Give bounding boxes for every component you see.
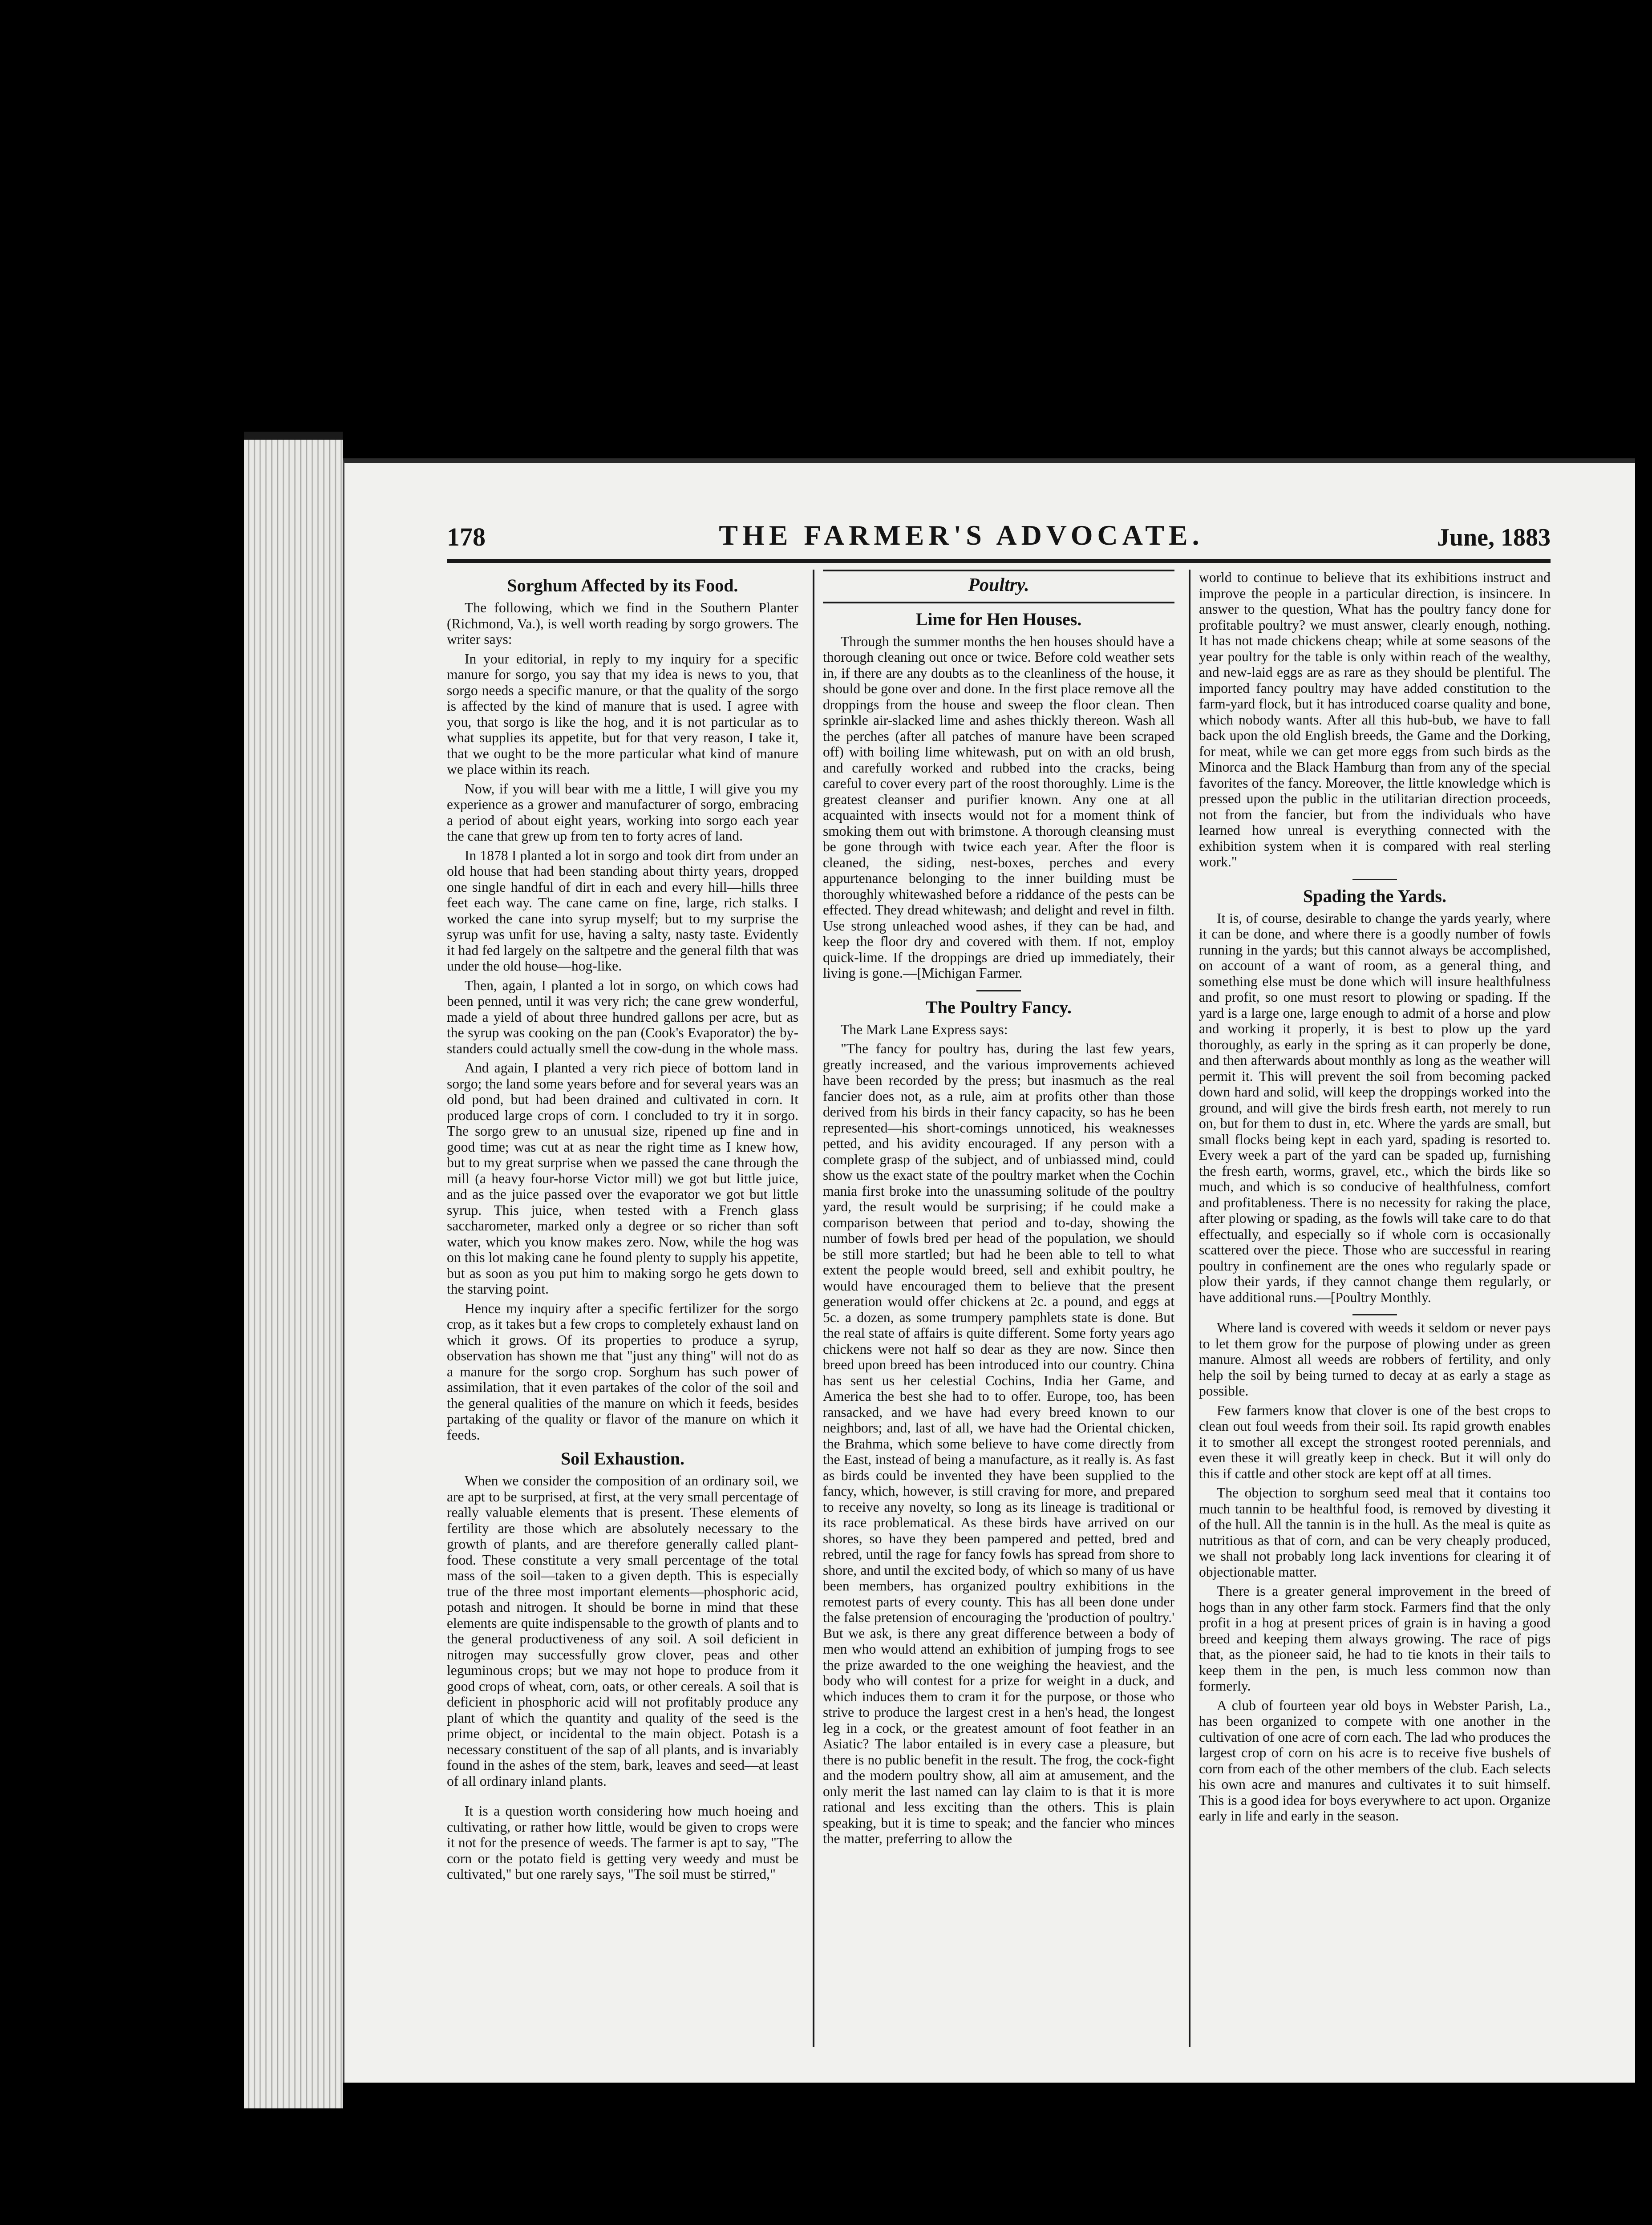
- masthead-rule: [447, 559, 1551, 563]
- article-paragraph: Through the summer months the hen houses should have a thorough cleaning out once or twice. Before cold weather sets in, if there are any doubts as to the cleanliness of the house, it should be gone over and done. In the first place remove all the droppings from the house and sweep the floor clean. Then sprinkle air-slacked lime and ashes thickly thereon. Wash all the perches (after all patches of manure have been scraped off) with boiling lime whitewash, put on with an old brush, and carefully worked and rubbed into the cracks, being careful to cover every part of the roost thoroughly. Lime is the greatest cleanser and purifier known. Any one at all acquainted with insects would not for a moment think of smoking them out with brimstone. A thorough cleansing must be gone through with twice each year. After the floor is cleaned, the siding, nest-boxes, perches and every appurtenance belonging to the inner building must be thoroughly whitewashed before a riddance of the pests can be effected. They dread whitewash; and delight and revel in filth. Use strong unleached wood ashes, if they can be had, and keep the floor dry and covered with them. If not, employ quick-lime. If the droppings are dried up immediately, their living is gone.—[Michigan Farmer.: [823, 633, 1174, 981]
- issue-date: June, 1883: [1437, 524, 1551, 551]
- article-paragraph: world to continue to believe that its exhibitions instruct and improve the people in a particular direction, is insincere. In answer to the question, What has the poultry fancy done for profitable poultry? we must answer, clearly enough, nothing. It has not made chickens cheap; while at some seasons of the year poultry for the table is only within reach of the wealthy, and new-laid eggs are as rare as they should be plentiful. The imported fancy poultry may have added constitution to the farm-yard flock, but it has introduced coarse quality and bone, which nobody wants. After all this hub-bub, we have to fall back upon the old English breeds, the Game and the Dorking, for meat, while we can get more eggs from such birds as the Minorca and the Black Hamburg than from any of the special favorites of the fancy. Moreover, the little knowledge which is pressed upon the public in the utilitarian direction proceeds, not from the fancier, but from the individuals who have learned how unreal is everything connected with the exhibition system when it is compared with real sterling work.": [1199, 570, 1551, 870]
- section-divider: [976, 990, 1021, 991]
- article-paragraph: When we consider the composition of an ordinary soil, we are apt to be surprised, at first, at the very small percentage of really valuable elements that is present. These elements of fertility are those which are absolutely necessary to the growth of plants, and are therefore generally called plant-food. These constitute a very small percentage of the total mass of the soil—taken to a given depth. This is especially true of the three most important elements—phosphoric acid, potash and nitrogen. It should be borne in mind that these elements are quite indispensable to the growth of plants and to the general productiveness of any soil. A soil deficient in nitrogen may successfully grow clover, peas and other leguminous crops; but we may not hope to produce from it good crops of wheat, corn, oats, or other cereals. A soil that is deficient in phosphoric acid will not profitably produce any plant of which the quantity and quality of the seed is the prime object, or incidental to the main object. Potash is a necessary constituent of the sap of all plants, and is invariably found in the ashes of the stem, bark, leaves and seed—at least of all ordinary inland plants.: [447, 1473, 798, 1789]
- page-number: 178: [447, 522, 486, 551]
- article-paragraph: Now, if you will bear with me a little, I will give you my experience as a grower and manufacturer of sorgo, embracing a period of about eight years, working into sorgo each year the cane that grew up from ten to forty acres of land.: [447, 781, 798, 844]
- page-content: [447, 516, 1551, 2051]
- article-heading-sorghum: Sorghum Affected by its Food.: [507, 575, 738, 595]
- article-paragraph: The Mark Lane Express says:: [841, 1021, 1008, 1037]
- article-paragraph: Then, again, I planted a lot in sorgo, on which cows had been penned, until it was very rich; the cane grew wonderful, made a yield of about three hundred gallons per acre, but as the syrup was cooking on the pan (Cook's Evaporator) the by-standers could actually smell the cow-dung in the whole mass.: [447, 977, 798, 1056]
- section-divider: [1352, 879, 1397, 880]
- article-paragraph: In 1878 I planted a lot in sorgo and took dirt from under an old house that had been standing about thirty years, dropped one single handful of dirt in each and every hill—hills three feet each way. The cane came on fine, large, rich stalks. I worked the cane into syrup myself; but to my surprise the syrup was unfit for use, having a salty, nasty taste. Evidently it had fed largely on the saltpetre and the general filth that was under the old house—hog-like.: [447, 847, 798, 974]
- department-title-poultry: Poultry.: [968, 575, 1029, 595]
- article-heading-lime: Lime for Hen Houses.: [915, 609, 1082, 629]
- department-banner: [823, 570, 1174, 603]
- article-paragraph: Few farmers know that clover is one of the best crops to clean out foul weeds from their soil. Its rapid growth enables it to smother all except the strongest rooted perennials, and even these it will greatly keep in check. But it will only do this if cattle and other stock are kept off at all times.: [1199, 1402, 1551, 1481]
- column-divider: [1189, 570, 1190, 2047]
- book-page-edges: [244, 432, 343, 2108]
- article-heading-soil-exhaustion: Soil Exhaustion.: [561, 1448, 684, 1468]
- spacer: [447, 1792, 798, 1803]
- section-divider: [1352, 1314, 1397, 1315]
- article-paragraph: Hence my inquiry after a specific fertilizer for the sorgo crop, as it takes but a few crops to completely exhaust land on which it grows. Of its properties to produce a syrup, observation has shown me that "just any thing" will not do as a manure for the sorgo crop. Sorghum has such power of assimilation, that it even partakes of the color of the soil and the general qualities of the manure on which it feeds, besides partaking of the quality or flavor of the manure on which it feeds.: [447, 1300, 798, 1443]
- column-left: [447, 570, 798, 2047]
- paper-title: THE FARMER'S ADVOCATE.: [719, 519, 1204, 551]
- column-divider: [813, 570, 814, 2047]
- article-paragraph: And again, I planted a very rich piece of bottom land in sorgo; the land some years before and for several years was an old pond, but had been drained and cultivated in corn. It produced large crops of corn. I concluded to try it in sorgo. The sorgo grew to an unusual size, ripened up fine and in good time; was cut at as near the right time as I knew how, but to my great surprise when we passed the cane through the mill (a heavy four-horse Victor mill) we got but little juice, and as the juice passed over the evaporator we got but little syrup. This juice, when tested with a French glass saccharometer, marked only a degree or so richer than soft water, which you know makes zero. Now, while the hog was on this lot making cane he found plenty to supply his appetite, but as soon as you put him to making sorgo he gets down to the starving point.: [447, 1060, 798, 1297]
- column-right: [1199, 570, 1551, 2047]
- article-paragraph: "The fancy for poultry has, during the last few years, greatly increased, and the various improvements achieved have been recorded by the press; but inasmuch as the real fancier does not, as a rule, aim at profits other than those derived from his birds in their fancy capacity, so has he been represented—his short-comings unnoticed, his weaknesses petted, and his avidity encouraged. If any person with a complete grasp of the subject, and of unbiassed mind, could show us the exact state of the poultry market when the Cochin mania first broke into the unassuming solitude of the poultry yard, the result would be surprising; if he could make a comparison between that period and to-day, showing the number of fowls bred per head of the population, we should be still more startled; but had he been able to tell to what extent the people would breed, sell and exhibit poultry, he would have encouraged them to believe that the present generation would offer chickens at 2c. a pound, and eggs at 5c. a dozen, as some trumpery pamphlets state is done. But the real state of affairs is quite different. Some forty years ago chickens were not half so dear as they are now. Since then breed upon breed has been introduced into our country. China has sent us her celestial Cochins, India her Game, and America the best she had to to offer. Europe, too, has been ransacked, and we have had every breed known to our neighbors; and, last of all, we have had the Oriental chicken, the Brahma, which some believe to have come directly from the East, instead of being a manufacture, as it really is. As fast as birds could be invented they have been supplied to the fancy, which, however, is still craving for more, and prepared to receive any novelty, so long as its lineage is traditional or its race problematical. As these birds have arrived on our shores, so have they been pampered and petted, bred and rebred, until the rage for fancy fowls has spread from shore to shore, and until the excited body, of which so many of us have been members, has organized poultry exhibitions in the remotest parts of every county. This has all been done under the false pretension of encouraging the 'production of poultry.' But we ask, is there any great difference between a body of men who would attend an exhibition of jumping frogs to see the prize awarded to the one weighing the heaviest, and the body who will contest for a prize for weight in a duck, and which induces them to cram it for the purpose, or those who strive to produce the largest crest in a hen's head, the longest leg in a cock, or the greatest amount of foot feather in an Asiatic? The labor entailed is in every case a pleasure, but there is no public benefit in the result. The frog, the cock-fight and the modern poultry show, all aim at amusement, and the only merit the last named can lay claim to is that it is more rational and less exciting than the others. This is plain speaking, but it is time to speak; and the fancier who minces the matter, preferring to allow the: [823, 1041, 1174, 1846]
- article-paragraph: It is, of course, desirable to change the yards yearly, where it can be done, and where there is a goodly number of fowls running in the yards; but this cannot always be accomplished, on account of a want of room, as a general thing, and something else must be done which will insure healthfulness and profit, so one must resort to plowing or spading. If the yard is a large one, large enough to admit of a horse and plow and working it properly, it is best to plow up the yard thoroughly, as early in the spring as it can properly be done, and then afterwards about monthly as long as the weather will permit it. This will prevent the soil from becoming packed down hard and solid, will keep the droppings worked into the ground, and will give the birds fresh earth, not merely to run on, but for them to dust in, etc. Where the yards are small, but small flocks being kept in each yard, spading is resorted to. Every week a part of the yard can be spaded up, furnishing the fresh earth, worms, gravel, etc., which the birds like so much, and which is so conducive of healthfulness, comfort and profitableness. There is no necessity for raking the place, after plowing or spading, as the fowls will take care to do that effectually, and especially so if whole corn is occasionally scattered over the piece. Those who are successful in rearing poultry in confinement are the ones who regularly spade or plow their yards, if they cannot change them regularly, or have additional runs.—[Poultry Monthly.: [1199, 910, 1551, 1305]
- article-paragraph: It is a question worth considering how much hoeing and cultivating, or rather how little, would be given to crops were it not for the presence of weeds. The farmer is apt to say, "The corn or the potato field is getting very weedy and must be cultivated," but one rarely says, "The soil must be stirred,": [447, 1803, 798, 1882]
- article-paragraph: A club of fourteen year old boys in Webster Parish, La., has been organized to compete with one another in the cultivation of one acre of corn each. The lad who produces the largest crop of corn on his acre is to receive five bushels of corn from each of the other members of the club. Each selects his own acre and manures and cultivates it to suit himself. This is a good idea for boys everywhere to act upon. Organize early in life and early in the season.: [1199, 1697, 1551, 1824]
- article-paragraph: In your editorial, in reply to my inquiry for a specific manure for sorgo, you say that my idea is news to you, that sorgo needs a specific manure, or that the quality of the sorgo is affected by the kind of manure that is used. I agree with you, that sorgo is like the hog, and it is not particular as to what supplies its appetite, but for that very reason, I take it, that we ought to be the more particular what kind of manure we place within its reach.: [447, 651, 798, 777]
- article-paragraph: Where land is covered with weeds it seldom or never pays to let them grow for the purpose of plowing under as green manure. Almost all weeds are robbers of fertility, and only help the soil by being turned to decay at as early a stage as possible.: [1199, 1320, 1551, 1399]
- column-middle: [823, 570, 1174, 2047]
- article-paragraph: The following, which we find in the Southern Planter (Richmond, Va.), is well worth reading by sorgo growers. The writer says:: [447, 600, 798, 647]
- article-heading-poultry-fancy: The Poultry Fancy.: [926, 997, 1072, 1017]
- newspaper-page: [343, 458, 1635, 2083]
- article-paragraph: There is a greater general improvement in the breed of hogs than in any other farm stock. Farmers find that the only profit in a hog at present prices of grain is in having a good breed and keeping them always growing. The race of pigs that, as the pioneer said, he had to tie knots in their tails to keep them in the pen, is much less common now than formerly.: [1199, 1583, 1551, 1694]
- masthead: [447, 516, 1551, 552]
- article-paragraph: The objection to sorghum seed meal that it contains too much tannin to be healthful food, is removed by divesting it of the hull. All the tannin is in the hull. As the meal is quite as nutritious as that of corn, and can be very cheaply produced, we shall not probably long lack inventions for clearing it of objectionable matter.: [1199, 1485, 1551, 1580]
- article-heading-spading: Spading the Yards.: [1303, 886, 1446, 906]
